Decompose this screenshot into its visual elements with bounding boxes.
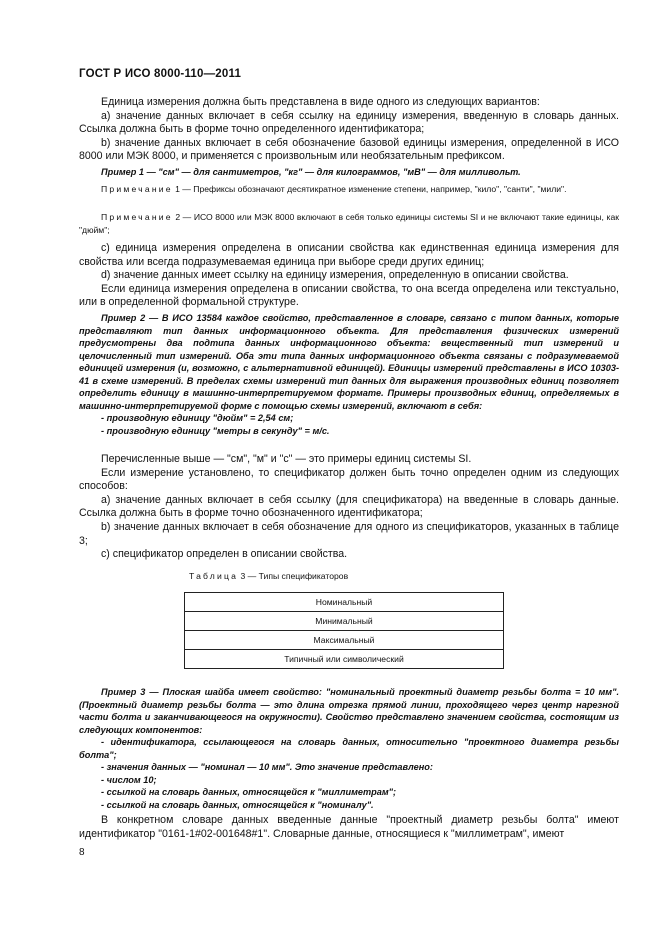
document-header: ГОСТ Р ИСО 8000-110—2011: [79, 68, 242, 80]
note-text: [79, 183, 619, 196]
table-cell: Максимальный: [185, 631, 504, 650]
table-row: [185, 650, 504, 669]
example-item: - идентификатора, ссылающегося на словарь данных, относительно "проектного диаметра резьбы болта";: [79, 737, 619, 760]
note-label: Примечание: [101, 212, 173, 222]
paragraph: а) значение данных включает в себя ссылку (для спецификатора) на введенные в словарь данные. Ссылка должна быть в форме точно обозначенного идентификатора;: [79, 493, 619, 520]
closing-block: [79, 814, 619, 841]
table-row: [185, 631, 504, 650]
note-label: Примечание: [101, 184, 173, 194]
note-2: [79, 211, 619, 236]
paragraph: В конкретном словаре данных введенные данные "проектный диаметр резьбы болта" имеют идентификатор "0161-1#02-001648#1". Словарные данные, относящиеся к "миллиметрам", имеют: [79, 814, 619, 840]
paragraph: Если единица измерения определена в описании свойства, то она всегда определена или текстуально, или в определенной формальной структуре.: [79, 282, 619, 309]
table-row: [185, 593, 504, 612]
paragraph: b) значение данных включает в себя обозначение базовой единицы измерения, определенной в ИСО 8000 или МЭК 8000, и применяется с произвольным или необязательным префиксом.: [79, 136, 619, 163]
paragraph: Единица измерения должна быть представлена в виде одного из следующих вариантов:: [101, 96, 540, 108]
units-list-block: [79, 242, 619, 310]
paragraph: с) единица измерения определена в описании свойства как единственная единица измерения для свойства или всегда подразумеваемая единица при выборе среди других единиц;: [79, 242, 619, 268]
units-intro-block: [79, 96, 619, 164]
example-item: - значения данных — "номинал — 10 мм". Это значение представлено:: [101, 762, 433, 772]
example-text: Пример 3 — Плоская шайба имеет свойство: "номинальный проектный диаметр резьбы болта = 10 мм". (Проектный диаметр резьбы болта — это длина отрезка прямой линии, проходящего через центр нарезной части болта и заканчивающегося на окружности). Свойство представлено значением свойства, состоящим из следующих компонентов:: [79, 687, 619, 735]
table-row: [185, 612, 504, 631]
paragraph: с) спецификатор определен в описании свойства.: [101, 548, 348, 561]
paragraph: d) значение данных имеет ссылку на единицу измерения, определенную в описании свойства.: [101, 269, 569, 282]
example-2: [79, 312, 619, 437]
paragraph: а) значение данных включает в себя ссылку на единицу измерения, введенную в словарь данных. Ссылка должна быть в форме точно определенного идентификатора;: [79, 109, 619, 136]
example-text: Пример 2 — В ИСО 13584 каждое свойство, представленное в словаре, связано с типом данных, которые представляют тип данных информационного объекта. Для представления физических измерений предусмотрены два подтипа данных информационного объекта: вещественный тип измерений и целочисленный тип измерений. Оба эти типа данных информационного объекта связаны с подразумеваемой единицей измерения (и, возможно, с альтернативной единицей). Единицы измерений представлены в ИСО 10303-41 в схеме измерений. В пределах схемы измерений тип данных для выражения производных единиц позволяет определить единицу в машинно-интерпретируемом формате. Примеры производных единиц, определяемых в машинно-интерпретируемой форме с помощью схемы измерений, включают в себя:: [79, 313, 619, 411]
qualifier-types-table: [184, 592, 504, 669]
example-1: [79, 166, 619, 179]
example-item: - производную единицу "дюйм" = 2,54 см;: [101, 413, 294, 423]
table-cell: Типичный или символический: [185, 650, 504, 669]
table-cell: Минимальный: [185, 612, 504, 631]
paragraph: b) значение данных включает в себя обозначение для одного из спецификаторов, указанных в таблице 3;: [79, 520, 619, 547]
paragraph: Перечисленные выше — "см", "м" и "с" — это примеры единиц системы SI.: [101, 453, 472, 465]
table-caption-text: 3 — Типы спецификаторов: [238, 571, 349, 581]
example-item: - числом 10;: [101, 774, 157, 785]
table-caption-label: Таблица: [189, 571, 239, 581]
table-cell: Номинальный: [185, 593, 504, 612]
paragraph: Если измерение установлено, то спецификатор должен быть точно определен одним из следующих способов:: [79, 466, 619, 493]
note-text: [79, 211, 619, 236]
table-caption: [189, 571, 348, 581]
note-body: 2 — ИСО 8000 или МЭК 8000 включают в себя только единицы системы SI и не включают такие единицы, как "дюйм";: [79, 212, 619, 235]
example-item: - ссылкой на словарь данных, относящейся к "миллиметрам";: [101, 787, 397, 797]
qualifier-block: [79, 453, 619, 562]
example-3: [79, 686, 619, 811]
page-number: 8: [79, 847, 85, 858]
example-item: - производную единицу "метры в секунду" = м/с.: [101, 425, 330, 436]
note-1: [79, 183, 619, 196]
note-body: 1 — Префиксы обозначают десятикратное изменение степени, например, "кило", "санти", "мили".: [172, 184, 567, 194]
example-text: Пример 1 — "см" — для сантиметров, "кг" — для килограммов, "мВ" — для милливольт.: [101, 167, 521, 177]
example-item: - ссылкой на словарь данных, относящейся к "номиналу".: [101, 799, 374, 810]
